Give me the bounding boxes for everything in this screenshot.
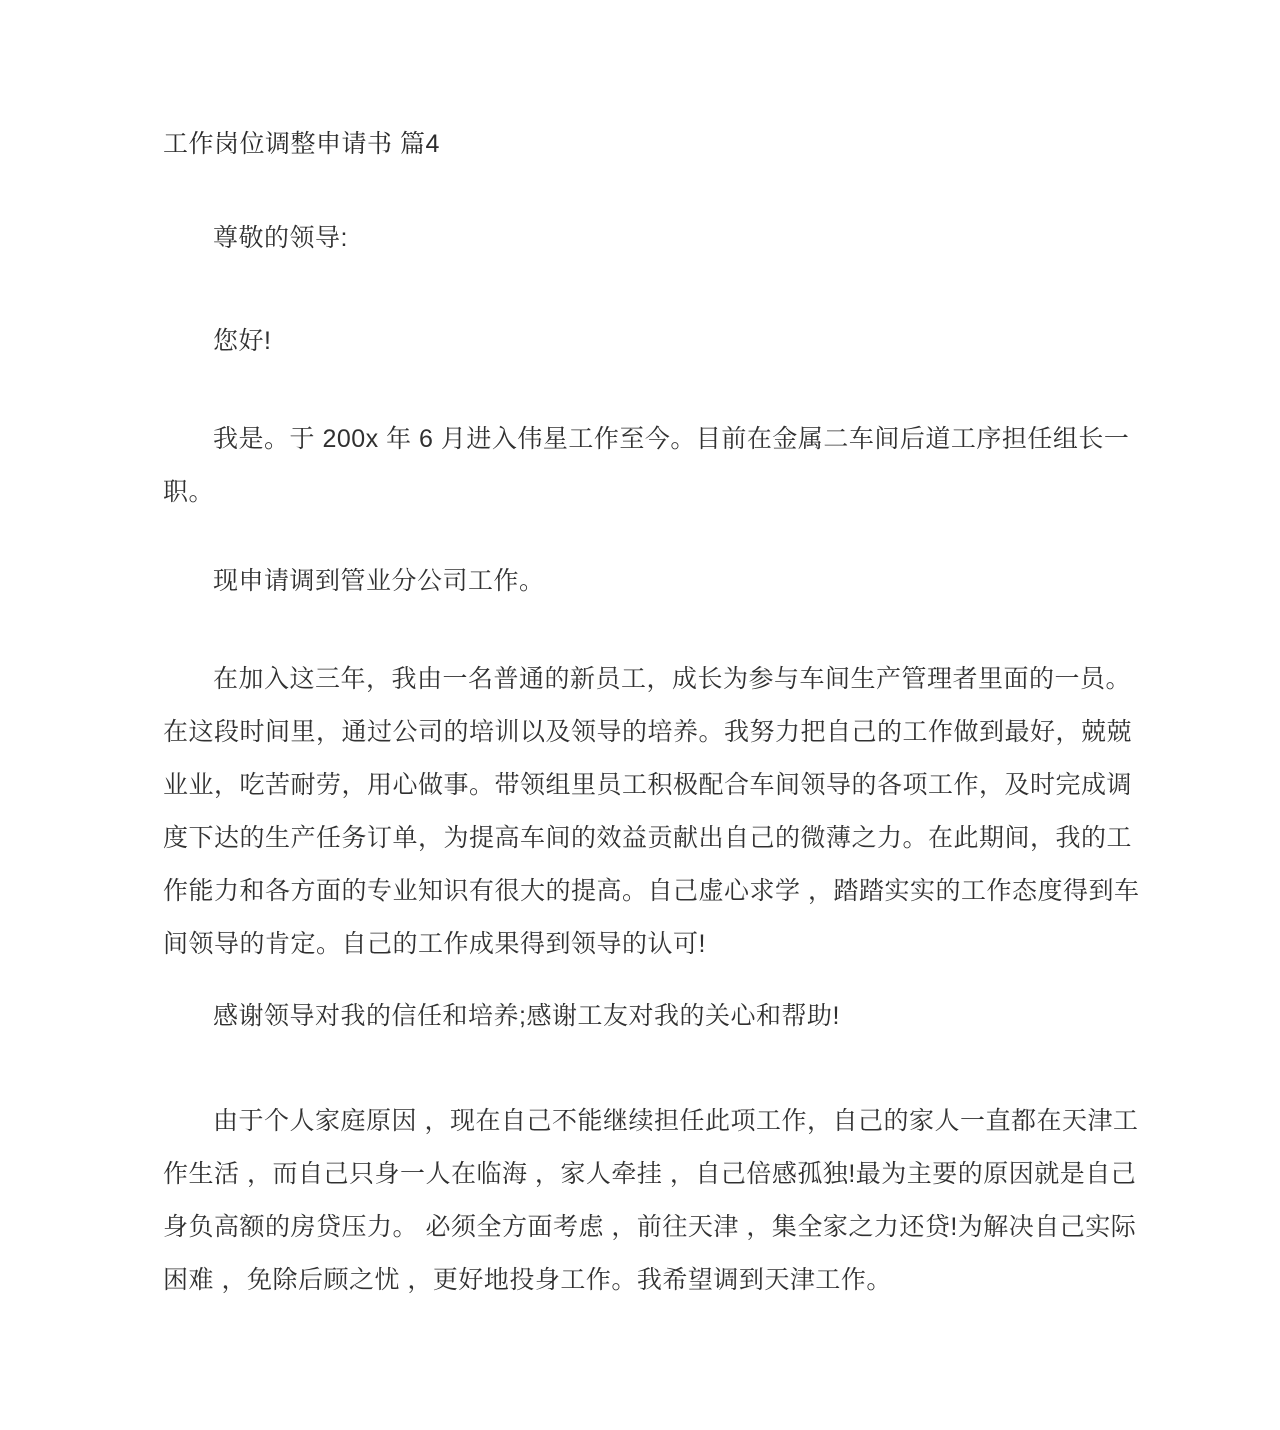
paragraph-self-introduction: 我是。于 200x 年 6 月进入伟星工作至今。目前在金属二车间后道工序担任组长一职。 [163,425,1130,506]
document-title: 工作岗位调整申请书 篇4 [163,130,440,158]
paragraph-transfer-request: 现申请调到管业分公司工作。 [213,567,545,595]
salutation-line: 尊敬的领导: [213,224,348,252]
greeting-line: 您好! [213,327,272,355]
paragraph-thanks: 感谢领导对我的信任和培养;感谢工友对我的关心和帮助! [213,1002,840,1030]
paragraph-family-reason: 由于个人家庭原因 ，现在自己不能继续担任此项工作，自己的家人一直都在天津工作生活 ，而自己只身一人在临海 ，家人牵挂 ，自己倍感孤独!最为主要的原因就是自己身负高额的房贷压力。 必须全方面考虑 ，前往天津 ，集全家之力还贷!为解决自己实际困难 ，免除后顾之忧 ，更好地投身工作。我希望调到天津工作。 [163,1107,1139,1294]
paragraph-work-experience: 在加入这三年，我由一名普通的新员工，成长为参与车间生产管理者里面的一员。在这段时间里，通过公司的培训以及领导的培养。我努力把自己的工作做到最好，兢兢业业，吃苦耐劳，用心做事。带领组里员工积极配合车间领导的各项工作，及时完成调度下达的生产任务订单，为提高车间的效益贡献出自己的微薄之力。在此期间，我的工作能力和各方面的专业知识有很大的提高。自己虚心求学 ，踏踏实实的工作态度得到车间领导的肯定。自己的工作成果得到领导的认可! [163,665,1140,958]
